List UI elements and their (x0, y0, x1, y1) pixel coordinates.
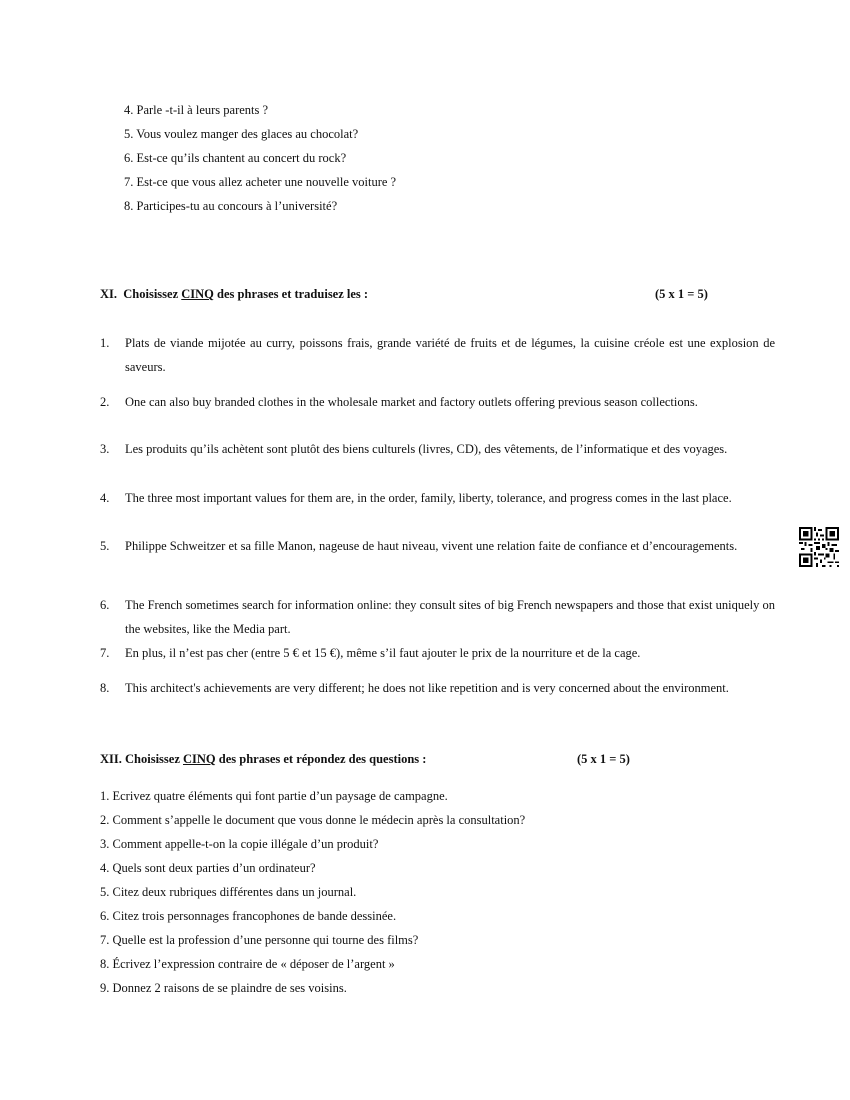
list-item (100, 331, 775, 379)
list-item: 6. Est-ce qu’ils chantent au concert du rock? (124, 151, 347, 165)
list-item (100, 390, 775, 414)
list-item: 8. Participes-tu au concours à l’université? (124, 199, 338, 213)
section-xi-prefix: XI. Choisissez (100, 287, 182, 301)
section-xii-list (100, 784, 525, 1000)
section-xii-suffix: des phrases et répondez des questions : (215, 752, 427, 766)
list-item: 9. Donnez 2 raisons de se plaindre de ses voisins. (100, 981, 347, 995)
item-number: 5. (100, 539, 110, 553)
item-number: 2. (100, 395, 110, 409)
section-xii-underlined: CINQ (183, 752, 216, 766)
list-item: 7. Quelle est la profession d’une personne qui tourne des films? (100, 933, 419, 947)
list-item (100, 534, 775, 558)
list-item: 3. Comment appelle-t-on la copie illégale d’un produit? (100, 837, 379, 851)
item-text: Philippe Schweitzer et sa fille Manon, nageuse de haut niveau, vivent une relation faite de confiance et d’encouragements. (125, 539, 738, 553)
section-xi-marks: (5 x 1 = 5) (655, 287, 708, 301)
item-number: 3. (100, 442, 110, 456)
qr-code-icon (799, 527, 839, 567)
list-item: 1. Ecrivez quatre éléments qui font partie d’un paysage de campagne. (100, 789, 448, 803)
section-xi-underlined: CINQ (181, 287, 214, 301)
list-item: 5. Citez deux rubriques différentes dans un journal. (100, 885, 357, 899)
list-item (100, 676, 775, 700)
list-item: 5. Vous voulez manger des glaces au chocolat? (124, 127, 359, 141)
item-text: En plus, il n’est pas cher (entre 5 € et 15 €), même s’il faut ajouter le prix de la nourriture et de la cage. (125, 646, 641, 660)
item-number: 8. (100, 681, 110, 695)
item-number: 1. (100, 336, 110, 350)
list-item: 4. Parle -t-il à leurs parents ? (124, 103, 269, 117)
item-text: Les produits qu’ils achètent sont plutôt des biens culturels (livres, CD), des vêtements, de l’informatique et des voyages. (125, 442, 728, 456)
item-number: 6. (100, 598, 110, 612)
item-text: Plats de viande mijotée au curry, poissons frais, grande variété de fruits et de légumes, la cuisine créole est une explosion de saveurs. (125, 336, 775, 374)
list-item: 7. Est-ce que vous allez acheter une nouvelle voiture ? (124, 175, 397, 189)
list-item (100, 641, 775, 665)
list-item (100, 593, 775, 641)
item-text: This architect's achievements are very different; he does not like repetition and is very concerned about the environment. (125, 681, 729, 695)
list-item: 6. Citez trois personnages francophones de bande dessinée. (100, 909, 397, 923)
list-item: 2. Comment s’appelle le document que vous donne le médecin après la consultation? (100, 813, 526, 827)
item-text: The three most important values for them are, in the order, family, liberty, tolerance, and progress comes in the last place. (125, 491, 732, 505)
section-xi-suffix: des phrases et traduisez les : (213, 287, 369, 301)
list-item (100, 486, 775, 510)
item-text: One can also buy branded clothes in the wholesale market and factory outlets offering previous season collections. (125, 395, 698, 409)
list-item: 8. Écrivez l’expression contraire de « déposer de l’argent » (100, 957, 395, 971)
top-question-list (124, 98, 396, 218)
section-xii-prefix: XII. Choisissez (100, 752, 183, 766)
list-item (100, 437, 775, 461)
item-text: The French sometimes search for information online: they consult sites of big French newspapers and those that exist uniquely on the websites, like the Media part. (125, 598, 775, 636)
section-xi-heading (100, 287, 750, 302)
list-item: 4. Quels sont deux parties d’un ordinateur? (100, 861, 316, 875)
section-xii-heading (100, 752, 750, 767)
item-number: 4. (100, 491, 110, 505)
item-number: 7. (100, 646, 110, 660)
section-xii-marks: (5 x 1 = 5) (577, 752, 630, 766)
